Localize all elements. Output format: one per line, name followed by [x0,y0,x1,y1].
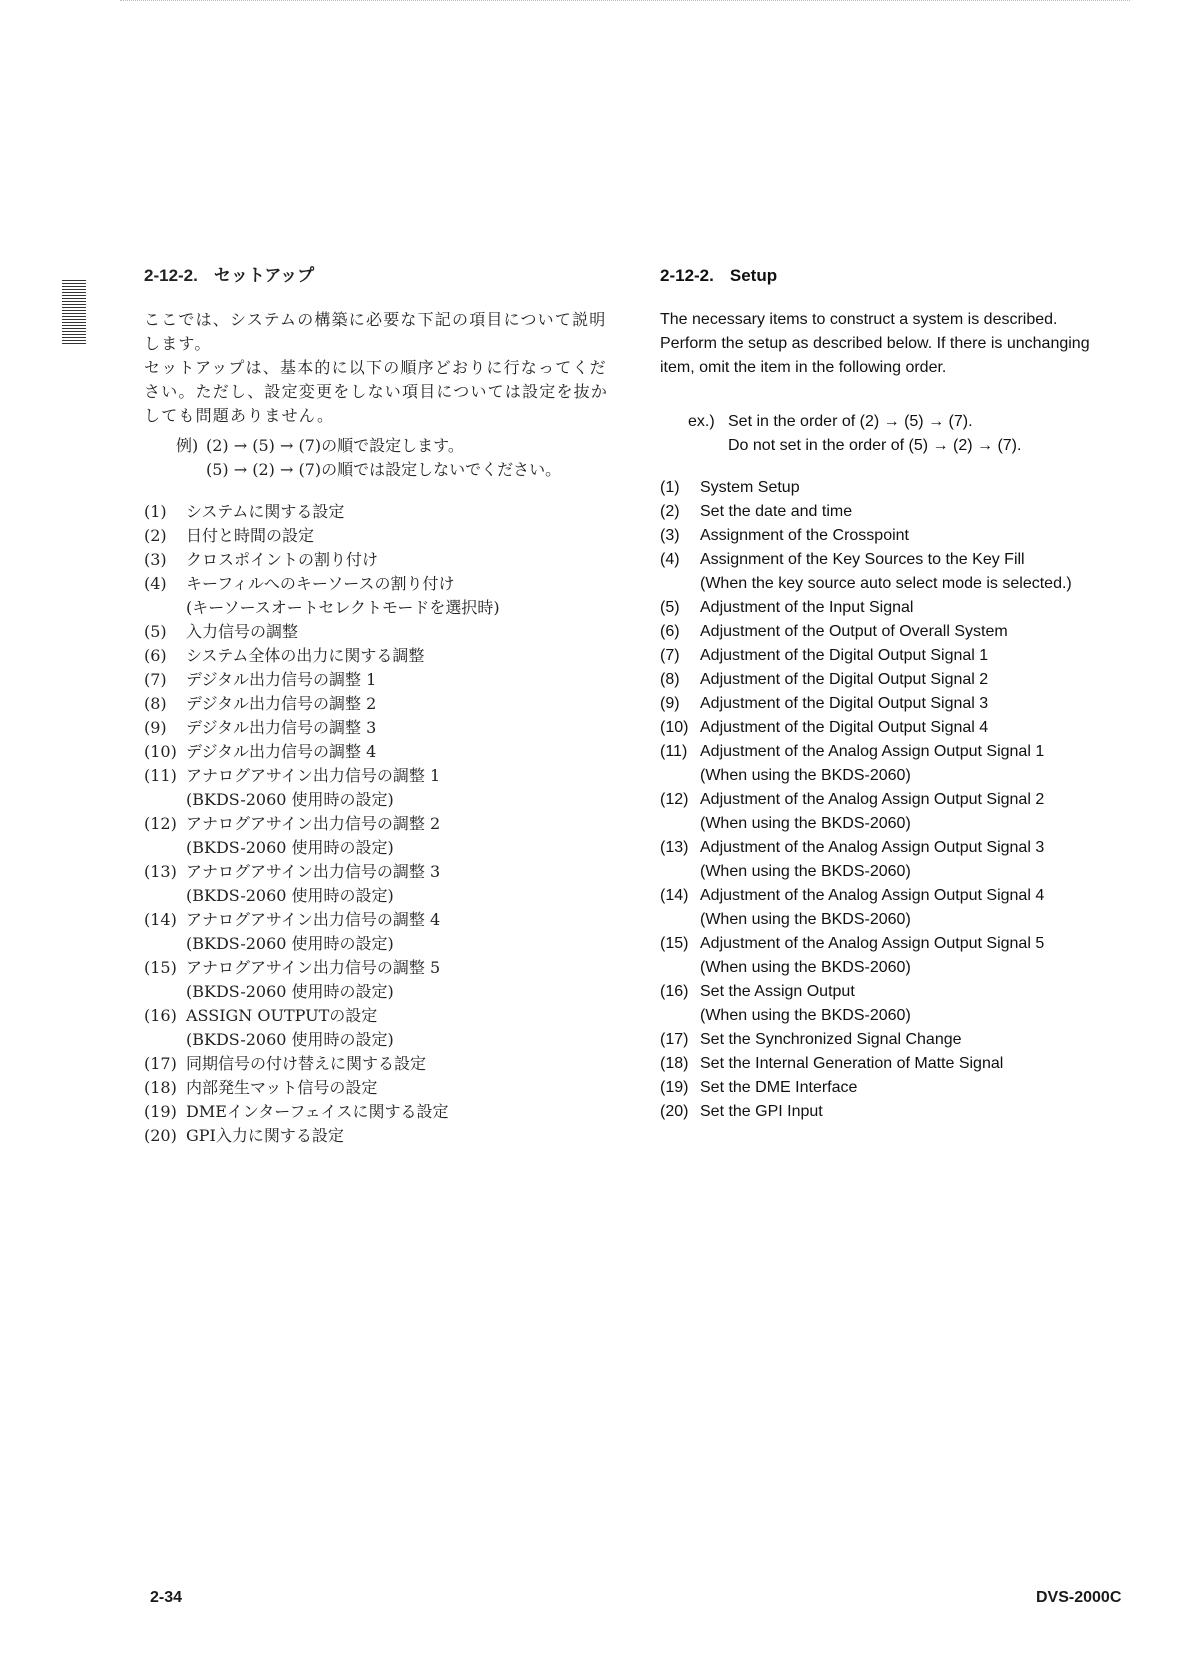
item-text: デジタル出力信号の調整 3 [186,718,377,737]
section-tab-marker [62,280,86,344]
item-number: (10) [660,719,689,736]
example-line: Do not set in the order of (5) → (2) → (7). [728,437,1022,454]
item-note: (When using the BKDS-2060) [700,959,911,976]
example-tag: 例) [176,436,199,455]
item-note: (キーソースオートセレクトモードを選択時) [186,598,500,617]
item-text: System Setup [700,479,800,496]
item-number: (5) [660,599,680,616]
item-note: (BKDS-2060 使用時の設定) [186,1030,394,1049]
item-text: ASSIGN OUTPUTの設定 [186,1006,378,1025]
item-number: (4) [660,551,680,568]
item-number: (14) [660,887,689,904]
item-text: システム全体の出力に関する調整 [186,646,425,665]
item-text: システムに関する設定 [186,502,345,521]
list-item [660,548,1140,572]
setup-item-list-en [660,476,1140,1124]
item-text: 日付と時間の設定 [186,526,315,545]
item-text: Set the date and time [700,503,853,520]
item-text: Set the Internal Generation of Matte Signal [700,1055,1004,1072]
list-item [660,932,1140,956]
item-text: Adjustment of the Digital Output Signal 1 [700,647,989,664]
list-item [144,572,624,596]
list-item [144,716,624,740]
list-item [144,524,624,548]
item-number: (11) [660,743,688,760]
setup-item-list-jp [144,500,624,1148]
japanese-column [144,264,624,1148]
model-name: DVS-2000C [1036,1589,1122,1606]
intro-paragraph-jp [144,308,624,428]
item-number: (1) [144,502,167,521]
item-number: (20) [144,1126,177,1145]
list-item [144,812,624,836]
item-number: (8) [144,694,167,713]
list-item [660,980,1140,1004]
list-item [144,620,624,644]
item-text: GPI入力に関する設定 [186,1126,344,1145]
item-text: 入力信号の調整 [186,622,299,641]
heading-title: セットアップ [213,266,315,285]
item-number: (14) [144,910,177,929]
example-line: Set in the order of (2) → (5) → (7). [728,413,973,430]
item-number: (4) [144,574,167,593]
item-number: (18) [144,1078,177,1097]
list-item [660,596,1140,620]
list-item [660,692,1140,716]
item-text: クロスポイントの割り付け [186,550,379,569]
list-item [660,500,1140,524]
intro-line: します。 [144,334,212,353]
list-item [144,1124,624,1148]
item-number: (8) [660,671,680,688]
item-text: デジタル出力信号の調整 1 [186,670,377,689]
english-column [660,264,1140,1124]
item-number: (10) [144,742,177,761]
item-text: Adjustment of the Analog Assign Output Signal 2 [700,791,1045,808]
list-item [144,764,624,788]
intro-line: しても問題ありません。 [144,406,335,425]
heading-title: Setup [729,266,778,285]
list-item [660,476,1140,500]
item-note: (When using the BKDS-2060) [700,767,911,784]
list-item [660,836,1140,860]
item-text: アナログアサイン出力信号の調整 1 [186,766,441,785]
item-text: Adjustment of the Digital Output Signal 4 [700,719,989,736]
item-text: キーフィルへのキーソースの割り付け [186,574,455,593]
example-line: (2) → (5) → (7)の順で設定します。 [206,436,464,455]
list-item [144,740,624,764]
list-item [144,692,624,716]
item-number: (19) [144,1102,177,1121]
item-note: (When using the BKDS-2060) [700,1007,911,1024]
item-text: Assignment of the Key Sources to the Key Fill [700,551,1025,568]
item-text: Adjustment of the Analog Assign Output Signal 5 [700,935,1045,952]
list-item [144,956,624,980]
item-number: (3) [144,550,167,569]
item-text: デジタル出力信号の調整 4 [186,742,377,761]
example-block-jp [176,434,624,482]
item-text: アナログアサイン出力信号の調整 4 [186,910,441,929]
item-text: 内部発生マット信号の設定 [186,1078,378,1097]
item-number: (6) [144,646,167,665]
item-number: (20) [660,1103,689,1120]
item-number: (5) [144,622,167,641]
list-item [144,500,624,524]
item-number: (3) [660,527,680,544]
item-number: (13) [660,839,689,856]
intro-line: ここでは、システムの構築に必要な下記の項目について説明 [144,310,607,329]
item-text: Adjustment of the Output of Overall System [700,623,1008,640]
item-note: (When using the BKDS-2060) [700,911,911,928]
list-item [144,908,624,932]
item-number: (12) [144,814,177,833]
heading-number: 2-12-2. [660,266,714,285]
item-number: (2) [144,526,167,545]
item-text: Adjustment of the Digital Output Signal 3 [700,695,989,712]
item-number: (6) [660,623,680,640]
list-item [660,884,1140,908]
list-item [660,1100,1140,1124]
item-text: Adjustment of the Analog Assign Output Signal 3 [700,839,1045,856]
intro-line: セットアップは、基本的に以下の順序どおりに行なってくだ [144,358,607,377]
list-item [660,668,1140,692]
item-text: デジタル出力信号の調整 2 [186,694,377,713]
item-text: アナログアサイン出力信号の調整 3 [186,862,441,881]
item-number: (19) [660,1079,689,1096]
list-item [660,620,1140,644]
heading-number: 2-12-2. [144,266,198,285]
item-number: (11) [144,766,177,785]
item-number: (7) [660,647,680,664]
item-number: (16) [660,983,689,1000]
item-text: Set the GPI Input [700,1103,823,1120]
section-heading-jp [144,264,624,288]
intro-line: The necessary items to construct a system is described. [660,311,1058,328]
list-item [660,740,1140,764]
list-item [144,668,624,692]
list-item [660,1052,1140,1076]
item-text: アナログアサイン出力信号の調整 2 [186,814,441,833]
item-note: (BKDS-2060 使用時の設定) [186,934,394,953]
item-number: (18) [660,1055,689,1072]
item-note: (BKDS-2060 使用時の設定) [186,886,394,905]
item-number: (9) [144,718,167,737]
item-text: Adjustment of the Analog Assign Output Signal 1 [700,743,1045,760]
item-text: Set the Assign Output [700,983,855,1000]
item-note: (When using the BKDS-2060) [700,815,911,832]
item-text: Set the Synchronized Signal Change [700,1031,962,1048]
item-text: Assignment of the Crosspoint [700,527,909,544]
intro-paragraph-en [660,308,1140,380]
example-block-en [688,410,1140,458]
item-number: (16) [144,1006,177,1025]
list-item [660,1028,1140,1052]
item-number: (12) [660,791,689,808]
item-number: (1) [660,479,680,496]
list-item [144,548,624,572]
page-number: 2-34 [150,1589,183,1606]
list-item [144,644,624,668]
list-item [144,1004,624,1028]
intro-line: item, omit the item in the following order. [660,359,947,376]
list-item [144,1100,624,1124]
intro-line: Perform the setup as described below. If there is unchanging [660,335,1090,352]
list-item [144,1076,624,1100]
item-text: Adjustment of the Digital Output Signal 2 [700,671,989,688]
item-text: Set the DME Interface [700,1079,858,1096]
item-text: アナログアサイン出力信号の調整 5 [186,958,441,977]
item-number: (13) [144,862,177,881]
item-number: (15) [144,958,177,977]
intro-line: さい。ただし、設定変更をしない項目については設定を抜か [144,382,609,401]
item-note: (BKDS-2060 使用時の設定) [186,790,394,809]
item-note: (BKDS-2060 使用時の設定) [186,982,394,1001]
item-number: (17) [660,1031,689,1048]
item-text: Adjustment of the Analog Assign Output Signal 4 [700,887,1045,904]
item-text: Adjustment of the Input Signal [700,599,914,616]
item-number: (2) [660,503,680,520]
list-item [660,524,1140,548]
item-number: (9) [660,695,680,712]
example-line: (5) → (2) → (7)の順では設定しないでください。 [206,460,562,479]
item-number: (17) [144,1054,177,1073]
list-item [144,1052,624,1076]
item-text: 同期信号の付け替えに関する設定 [186,1054,427,1073]
list-item [144,860,624,884]
item-note: (BKDS-2060 使用時の設定) [186,838,394,857]
top-edge-line [120,0,1130,3]
example-tag: ex.) [688,413,715,430]
list-item [660,716,1140,740]
item-text: DMEインターフェイスに関する設定 [186,1102,449,1121]
section-heading-en [660,264,1140,288]
item-note: (When using the BKDS-2060) [700,863,911,880]
item-note: (When the key source auto select mode is selected.) [700,575,1072,592]
list-item [660,644,1140,668]
item-number: (7) [144,670,167,689]
item-number: (15) [660,935,689,952]
list-item [660,1076,1140,1100]
list-item [660,788,1140,812]
